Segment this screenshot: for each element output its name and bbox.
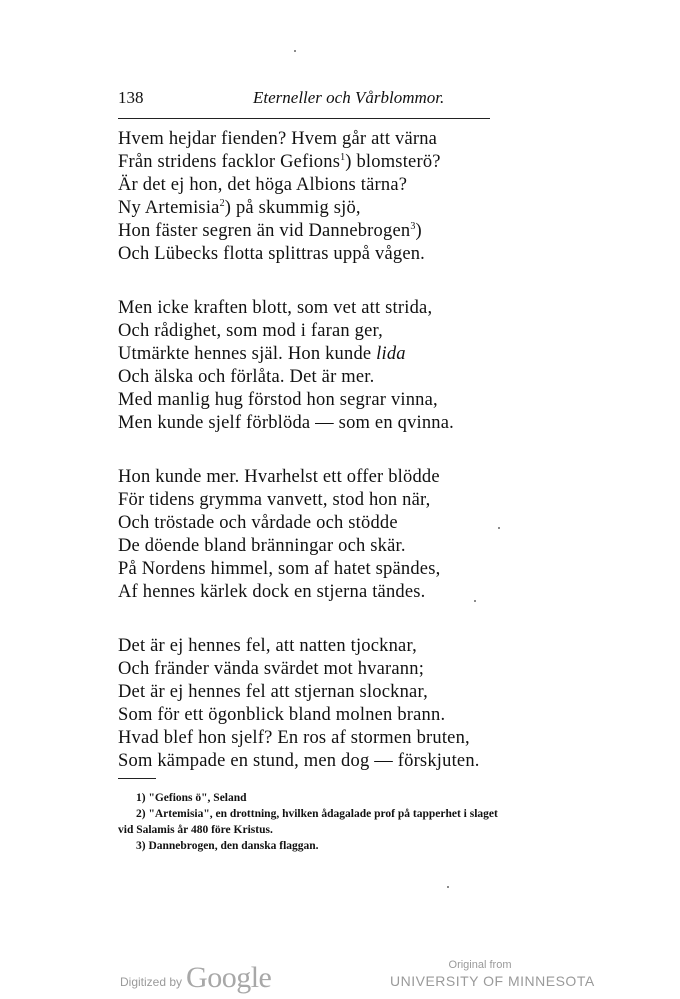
digitized-by-label: Digitized by — [120, 975, 183, 989]
stanza — [118, 297, 538, 435]
footnote: 2) "Artemisia", en drottning, hvilken ådagalade prof på tapperhet i slaget — [136, 808, 498, 820]
stanza — [118, 128, 538, 266]
poem-line: För tidens grymma vanvett, stod hon när, — [118, 490, 431, 510]
running-title: Eterneller och Vårblommor. — [253, 88, 445, 107]
poem-line: Hon fäster segren än vid Dannebrogen$^3$) — [118, 220, 422, 241]
poem-line: Och rådighet, som mod i faran ger, — [118, 321, 383, 341]
poem-line: Är det ej hon, det höga Albions tärna? — [118, 175, 408, 195]
footnote-marker: 2 — [219, 197, 225, 209]
print-speck — [294, 50, 296, 52]
footnote-marker: 1 — [340, 151, 346, 163]
poem-line: Från stridens facklor Gefions$^1$) blomsterö? — [118, 151, 441, 172]
poem-line: Men kunde sjelf förblöda — som en qvinna. — [118, 413, 454, 433]
stanza — [118, 635, 538, 773]
poem-line: Och älska och förlåta. Det är mer. — [118, 367, 375, 387]
poem-line: Hon kunde mer. Hvarhelst ett offer blödde — [118, 467, 440, 487]
poem-line: Ny Artemisia$^2$) på skummig sjö, — [118, 197, 361, 218]
stanza — [118, 466, 538, 604]
italic-word: lida — [376, 344, 406, 364]
footnote-marker: 3 — [410, 220, 416, 232]
poem-line: Som för ett ögonblick bland molnen brann. — [118, 705, 446, 725]
poem-line: Med manlig hug förstod hon segrar vinna, — [118, 390, 438, 410]
poem-line: Hvem hejdar fienden? Hvem går att värna — [118, 129, 438, 149]
poem-line: På Nordens himmel, som af hatet spändes, — [118, 559, 441, 579]
poem-line: Men icke kraften blott, som vet att strida, — [118, 298, 433, 318]
library-watermark — [390, 958, 595, 990]
poem-line: Som kämpade en stund, men dog — förskjuten. — [118, 751, 480, 771]
poem-line: Det är ej hennes fel att stjernan slocknar, — [118, 682, 428, 702]
university-label: UNIVERSITY OF MINNESOTA — [390, 973, 595, 989]
poem-line: Och fränder vända svärdet mot hvarann; — [118, 659, 425, 679]
footnotes — [118, 790, 568, 854]
google-logo: Google — [186, 961, 272, 994]
poem-line: Och Lübecks flotta splittras uppå vågen. — [118, 244, 425, 264]
poem-line: Hvad blef hon sjelf? En ros af stormen bruten, — [118, 728, 470, 748]
footnote: 1) "Gefions ö", Seland — [136, 792, 247, 804]
poem-line: Af hennes kärlek dock en stjerna tändes. — [118, 582, 426, 602]
page-number: 138 — [118, 88, 144, 107]
poem-line: Det är ej hennes fel, att natten tjocknar, — [118, 636, 417, 656]
running-head — [118, 88, 490, 110]
poem-line: Och tröstade och vårdade och stödde — [118, 513, 398, 533]
print-speck — [447, 886, 449, 888]
digitized-by-watermark — [120, 955, 271, 995]
header-rule — [118, 118, 490, 119]
poem-line: De döende bland bränningar och skär. — [118, 536, 406, 556]
poem — [118, 128, 538, 804]
footnote-rule — [118, 778, 156, 779]
footnote: vid Salamis år 480 före Kristus. — [118, 824, 273, 836]
poem-line: Utmärkte hennes själ. Hon kunde lida — [118, 344, 406, 364]
original-from-label: Original from — [448, 959, 512, 971]
footnote: 3) Dannebrogen, den danska flaggan. — [136, 840, 319, 852]
